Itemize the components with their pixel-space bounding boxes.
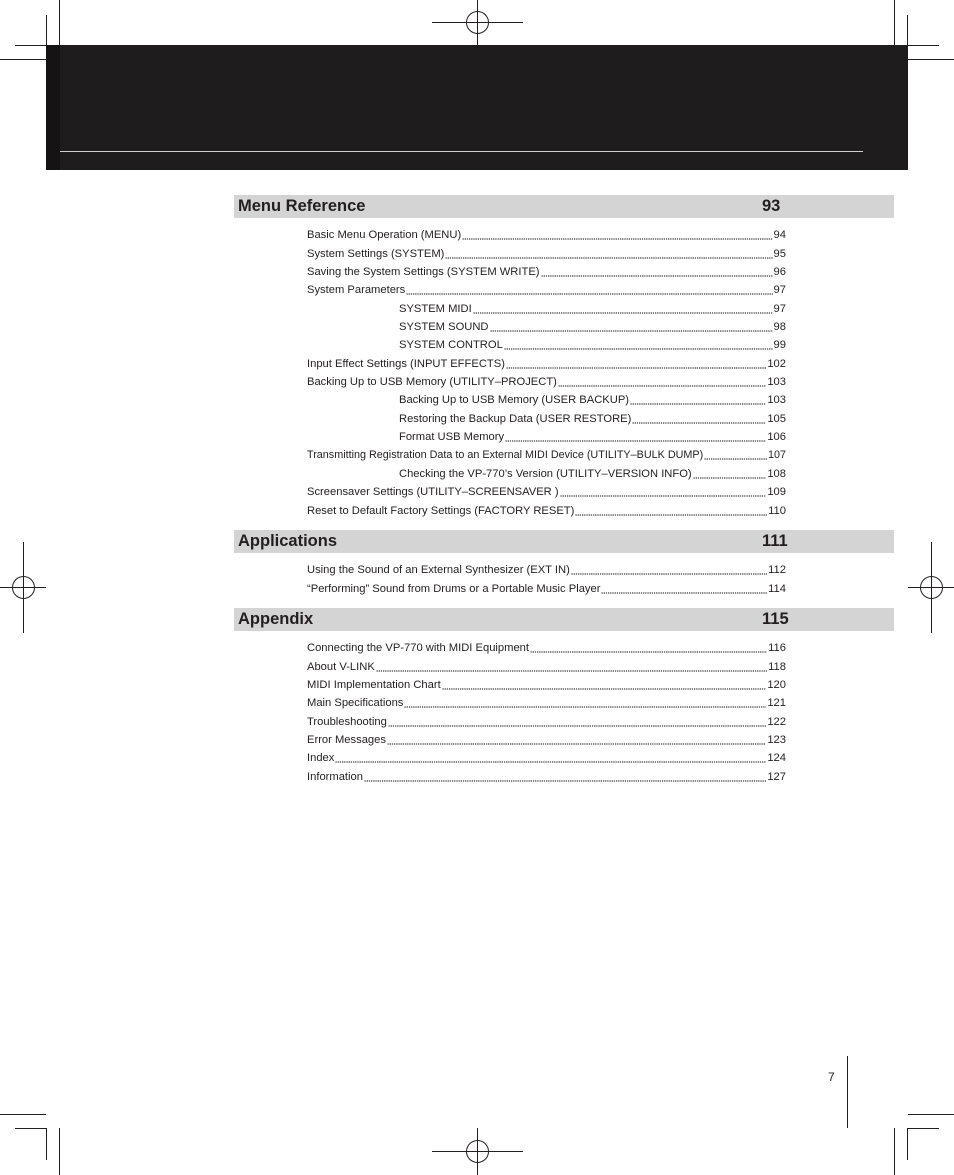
toc-leader bbox=[376, 663, 767, 672]
toc-entry[interactable] bbox=[307, 641, 786, 656]
toc-entry-page: 116 bbox=[768, 642, 786, 654]
toc-leader bbox=[693, 470, 767, 479]
toc-leader bbox=[558, 378, 766, 387]
toc-entry-page: 109 bbox=[767, 486, 786, 498]
section-title: Menu Reference bbox=[238, 197, 366, 215]
toc-leader bbox=[575, 507, 767, 516]
toc-entry-title: Checking the VP-770’s Version (UTILITY–VERSION INFO) bbox=[399, 468, 692, 480]
toc-entry-page: 98 bbox=[773, 321, 786, 333]
toc-leader bbox=[442, 681, 767, 690]
toc-entry[interactable] bbox=[307, 485, 786, 500]
toc-entry-page: 95 bbox=[773, 248, 786, 260]
toc-entry-page: 107 bbox=[767, 449, 786, 461]
toc-leader bbox=[560, 488, 767, 497]
toc-entry-title: Format USB Memory bbox=[399, 431, 505, 443]
toc-entry-page: 103 bbox=[767, 376, 786, 388]
toc-entry-title: Backing Up to USB Memory (UTILITY–PROJECT) bbox=[307, 376, 557, 388]
toc-entry-title: SYSTEM SOUND bbox=[399, 321, 489, 333]
section-bar-appendix bbox=[234, 608, 894, 631]
toc-entry-page: 110 bbox=[768, 505, 786, 517]
section-bar-applications bbox=[234, 530, 894, 553]
toc-leader bbox=[506, 360, 766, 369]
header-band-edge bbox=[46, 45, 60, 170]
toc-entry-page: 122 bbox=[767, 716, 786, 728]
toc-entry[interactable] bbox=[307, 228, 786, 243]
toc-entry-title: Reset to Default Factory Settings (FACTORY RESET) bbox=[307, 505, 575, 517]
toc-entry-title: SYSTEM MIDI bbox=[399, 303, 472, 315]
toc-leader bbox=[406, 286, 772, 295]
toc-entry-page: 108 bbox=[767, 468, 786, 480]
toc-entry-title: Information bbox=[307, 771, 363, 783]
toc-entry-page: 99 bbox=[773, 339, 786, 351]
toc-entry-page: 114 bbox=[768, 583, 786, 595]
toc-entry[interactable] bbox=[307, 733, 786, 748]
toc-entry-page: 97 bbox=[773, 284, 786, 296]
toc-leader bbox=[541, 268, 773, 277]
toc-entry-title: Main Specifications bbox=[307, 697, 404, 709]
toc-leader bbox=[630, 396, 766, 405]
toc-leader bbox=[571, 566, 767, 575]
section-title: Appendix bbox=[238, 610, 314, 628]
toc-leader bbox=[388, 718, 767, 727]
toc-entry-title: Input Effect Settings (INPUT EFFECTS) bbox=[307, 358, 505, 370]
toc-entry-title: Transmitting Registration Data to an External MIDI Device (UTILITY–BULK DUMP) bbox=[307, 449, 704, 461]
toc-leader bbox=[632, 415, 766, 424]
toc-entry-title: SYSTEM CONTROL bbox=[399, 339, 503, 351]
toc-entry[interactable] bbox=[307, 448, 786, 463]
toc-leader bbox=[504, 341, 773, 350]
toc-leader bbox=[601, 585, 767, 594]
toc-subentry[interactable] bbox=[399, 302, 786, 317]
section-page: 93 bbox=[762, 197, 781, 215]
toc-entry-title: Index bbox=[307, 752, 335, 764]
toc-leader bbox=[387, 736, 766, 745]
section-page: 115 bbox=[762, 610, 789, 628]
toc-subentry[interactable] bbox=[399, 467, 786, 482]
toc-subentry[interactable] bbox=[399, 338, 786, 353]
toc-subentry[interactable] bbox=[399, 430, 786, 445]
toc-leader bbox=[473, 305, 773, 314]
toc-entry-title: Connecting the VP-770 with MIDI Equipment bbox=[307, 642, 530, 654]
toc-subentry[interactable] bbox=[399, 412, 786, 427]
toc-entry-page: 127 bbox=[767, 771, 786, 783]
toc-entry-title: About V-LINK bbox=[307, 661, 375, 673]
toc-entry-page: 121 bbox=[767, 697, 786, 709]
toc-entry-page: 94 bbox=[773, 229, 786, 241]
toc-entry-title: System Parameters bbox=[307, 284, 406, 296]
toc-entry-page: 118 bbox=[768, 661, 786, 673]
toc-entry-title: Using the Sound of an External Synthesizer (EXT IN) bbox=[307, 564, 570, 576]
toc-leader bbox=[490, 323, 773, 332]
toc-entry-page: 103 bbox=[767, 394, 786, 406]
toc-entry-page: 97 bbox=[773, 303, 786, 315]
toc-entry[interactable] bbox=[307, 751, 786, 766]
toc-entry[interactable] bbox=[307, 660, 786, 675]
section-bar-menu-reference bbox=[234, 195, 894, 218]
toc-entry-page: 120 bbox=[767, 679, 786, 691]
toc-entry[interactable] bbox=[307, 283, 786, 298]
toc-entry[interactable] bbox=[307, 375, 786, 390]
toc-entry-title: Restoring the Backup Data (USER RESTORE) bbox=[399, 413, 632, 425]
toc-leader bbox=[704, 451, 767, 460]
toc-entry[interactable] bbox=[307, 678, 786, 693]
header-rule bbox=[60, 151, 863, 152]
toc-entry-page: 123 bbox=[767, 734, 786, 746]
toc-entry-title: Troubleshooting bbox=[307, 716, 387, 728]
toc-entry-title: Basic Menu Operation (MENU) bbox=[307, 229, 462, 241]
toc-entry[interactable] bbox=[307, 504, 786, 519]
toc-entry-page: 124 bbox=[767, 752, 786, 764]
toc-entry[interactable] bbox=[307, 582, 786, 597]
page-number: 7 bbox=[828, 1070, 835, 1084]
toc-leader bbox=[404, 699, 766, 708]
toc-subentry[interactable] bbox=[399, 320, 786, 335]
toc-entry-page: 102 bbox=[767, 358, 786, 370]
toc-entry[interactable] bbox=[307, 696, 786, 711]
toc-leader bbox=[335, 754, 766, 763]
toc-entry-title: Error Messages bbox=[307, 734, 386, 746]
toc-entry-title: Saving the System Settings (SYSTEM WRITE) bbox=[307, 266, 540, 278]
toc-entry[interactable] bbox=[307, 265, 786, 280]
section-page: 111 bbox=[762, 532, 788, 550]
toc-entry[interactable] bbox=[307, 357, 786, 372]
toc-leader bbox=[364, 773, 766, 782]
toc-leader bbox=[445, 250, 772, 259]
toc-leader bbox=[530, 644, 767, 653]
toc-entry-title: Backing Up to USB Memory (USER BACKUP) bbox=[399, 394, 630, 406]
toc-leader bbox=[462, 231, 772, 240]
toc-entry[interactable] bbox=[307, 715, 786, 730]
toc-leader bbox=[505, 433, 766, 442]
toc-entry[interactable] bbox=[307, 563, 786, 578]
toc-entry-page: 106 bbox=[767, 431, 786, 443]
toc-entry-title: Screensaver Settings (UTILITY–SCREENSAVER ) bbox=[307, 486, 559, 498]
toc-entry-title: MIDI Implementation Chart bbox=[307, 679, 441, 691]
toc-entry-page: 112 bbox=[768, 564, 786, 576]
page-number-rule bbox=[847, 1056, 848, 1128]
toc-entry-page: 105 bbox=[767, 413, 786, 425]
toc-entry-title: “Performing” Sound from Drums or a Portable Music Player bbox=[307, 583, 601, 595]
toc-subentry[interactable] bbox=[399, 393, 786, 408]
toc-entry[interactable] bbox=[307, 770, 786, 785]
toc-entry[interactable] bbox=[307, 247, 786, 262]
toc-entry-page: 96 bbox=[773, 266, 786, 278]
toc-entry-title: System Settings (SYSTEM) bbox=[307, 248, 445, 260]
section-title: Applications bbox=[238, 532, 338, 550]
